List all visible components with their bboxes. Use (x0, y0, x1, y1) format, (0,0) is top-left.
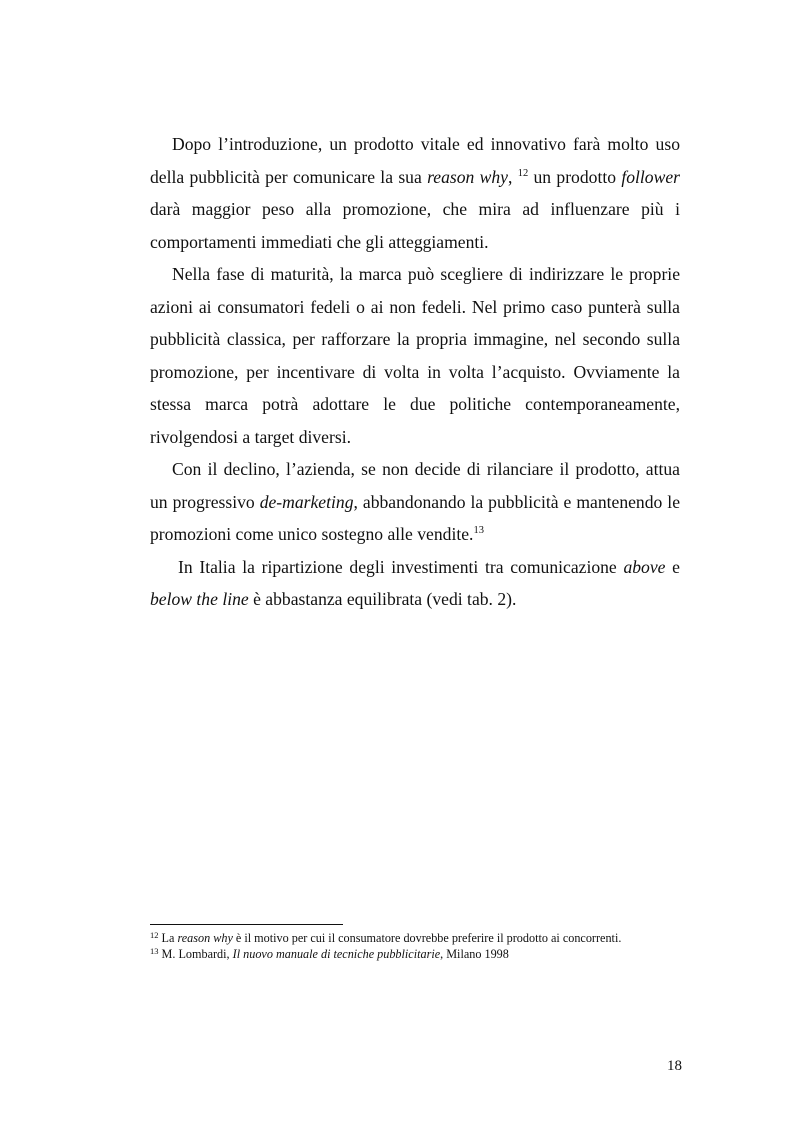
footnote-text: è il motivo per cui il consumatore dovrebbe preferire il prodotto ai concorrenti. (232, 931, 622, 945)
footnote-ref-12[interactable]: 12 (517, 167, 529, 179)
paragraph-italy (150, 551, 680, 616)
italic-term-above: above (623, 556, 666, 577)
body-text (150, 128, 680, 616)
footnote-ref-13[interactable]: 13 (473, 525, 484, 536)
footnote-text: La (158, 931, 178, 945)
footnote-text: , Milano 1998 (440, 947, 509, 961)
text-run: un prodotto (528, 166, 622, 187)
text-run: , abbandonando la pubblicità e mantenendo le promozioni come unico sostegno alle vendite. (150, 491, 681, 544)
text-run: darà maggior peso alla promozione, che mira ad influenzare più i comportamenti immediati che gli atteggiamenti. (150, 199, 680, 252)
paragraph-introduction (150, 128, 680, 258)
italic-term-de-marketing: de-marketing (259, 491, 354, 512)
italic-term-reason-why: reason why (427, 166, 508, 187)
footnote-italic: reason why (177, 931, 233, 945)
text-run: è abbastanza equilibrata (vedi tab. 2). (248, 589, 517, 609)
page-number: 18 (667, 1058, 682, 1074)
footnote-separator (150, 924, 343, 925)
text-run: Nella fase di maturità, la marca può scegliere di indirizzare le proprie azioni ai consumatori fedeli o ai non fedeli. Nel primo caso punterà sulla pubblicità classica, per rafforzare la propria immagine, nel secondo sulla promozione, per incentivare di volta in volta l’acquisto. Ovviamente la stessa marca potrà adottare le due politiche contemporaneamente, rivolgendosi a target diversi. (150, 264, 680, 447)
italic-term-below-the-line: below the line (150, 589, 249, 609)
footnote-italic: Il nuovo manuale di tecniche pubblicitarie (232, 947, 441, 961)
footnotes (150, 930, 690, 962)
text-run: Dopo l’introduzione, un prodotto vitale ed innovativo farà molto uso della pubblicità per comunicare la sua (150, 134, 680, 187)
footnote-13 (150, 946, 690, 962)
text-run: In Italia la ripartizione degli investimenti tra comunicazione (178, 556, 624, 577)
paragraph-maturity (150, 258, 680, 453)
text-run: e (665, 556, 680, 577)
text-run: , (507, 166, 518, 187)
footnote-number: 13 (150, 946, 159, 956)
paragraph-decline (150, 453, 680, 551)
text-run: Con il declino, l’azienda, se non decide di rilanciare il prodotto, attua un progressivo (150, 459, 680, 512)
footnote-12 (150, 930, 690, 946)
footnote-text: M. Lombardi, (158, 947, 233, 961)
italic-term-follower: follower (621, 166, 680, 187)
footnote-number: 12 (150, 930, 159, 940)
